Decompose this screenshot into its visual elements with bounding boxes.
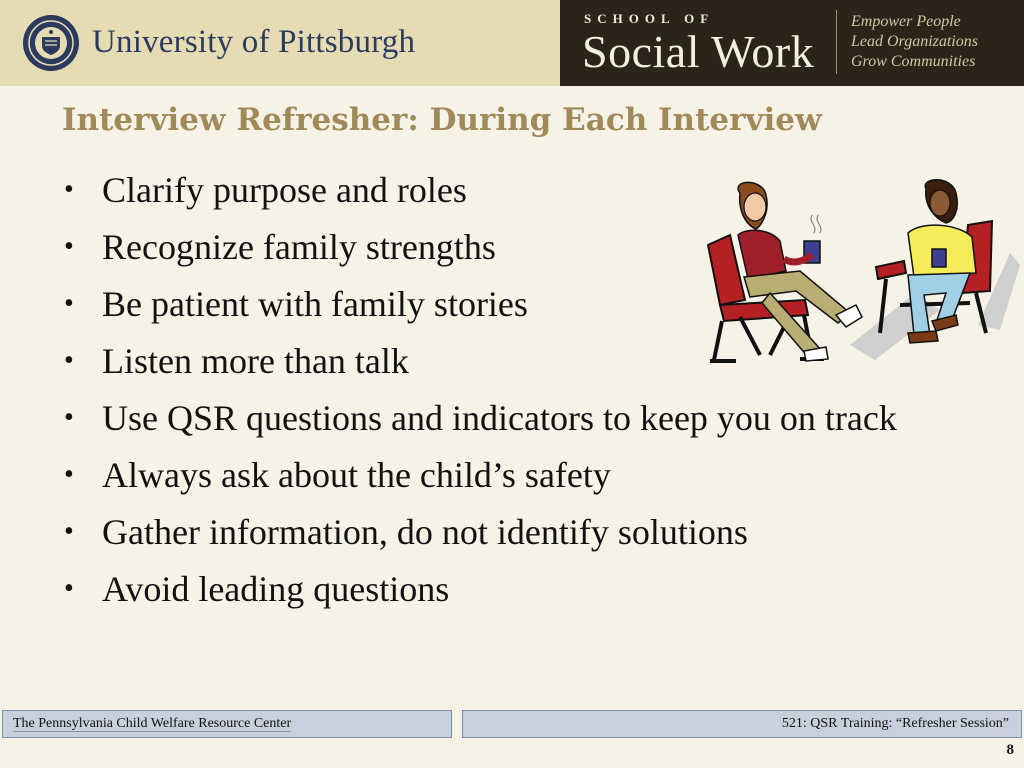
footer-session: 521: QSR Training: “Refresher Session” [462,710,1022,738]
page-number: 8 [1006,742,1014,758]
tagline-line: Lead Organizations [851,33,978,50]
footer-organization [2,710,452,738]
bullet-item: • Always ask about the child’s safety [64,455,611,495]
bullet-text: Be patient with family stories [102,284,528,324]
university-banner [0,0,560,86]
two-women-talking-icon [700,175,1020,375]
bullet-item: • Use QSR questions and indicators to keep you on track [64,398,897,438]
bullet-item: • Avoid leading questions [64,569,450,609]
bullet-text: Listen more than talk [102,341,409,381]
bullet-text: Avoid leading questions [102,569,450,609]
tagline-line: Empower People [851,13,961,30]
tagline-line: Grow Communities [851,53,976,70]
school-of-label: SCHOOL OF [584,11,715,26]
bullet-item: • Listen more than talk [64,341,409,381]
footer-organization-text: The Pennsylvania Child Welfare Resource Center [13,716,292,731]
bullet-text: Use QSR questions and indicators to keep you on track [102,398,897,438]
university-seal-icon [22,14,80,72]
bullet-text: Recognize family strengths [102,227,496,267]
slide-title: Interview Refresher: During Each Interview [62,102,822,138]
bullet-item: • Gather information, do not identify solutions [64,512,748,552]
university-name: University of Pittsburgh [92,24,416,60]
header-banner [0,0,1024,86]
bullet-text: Always ask about the child’s safety [102,455,611,495]
bullet-text: Gather information, do not identify solutions [102,512,748,552]
header-divider [836,10,837,74]
bullet-item: • Recognize family strengths [64,227,496,267]
school-name: Social Work [582,26,815,77]
bullet-item: • Be patient with family stories [64,284,528,324]
bullet-text: Clarify purpose and roles [102,170,467,210]
school-tagline [851,12,978,72]
bullet-item: • Clarify purpose and roles [64,170,467,210]
